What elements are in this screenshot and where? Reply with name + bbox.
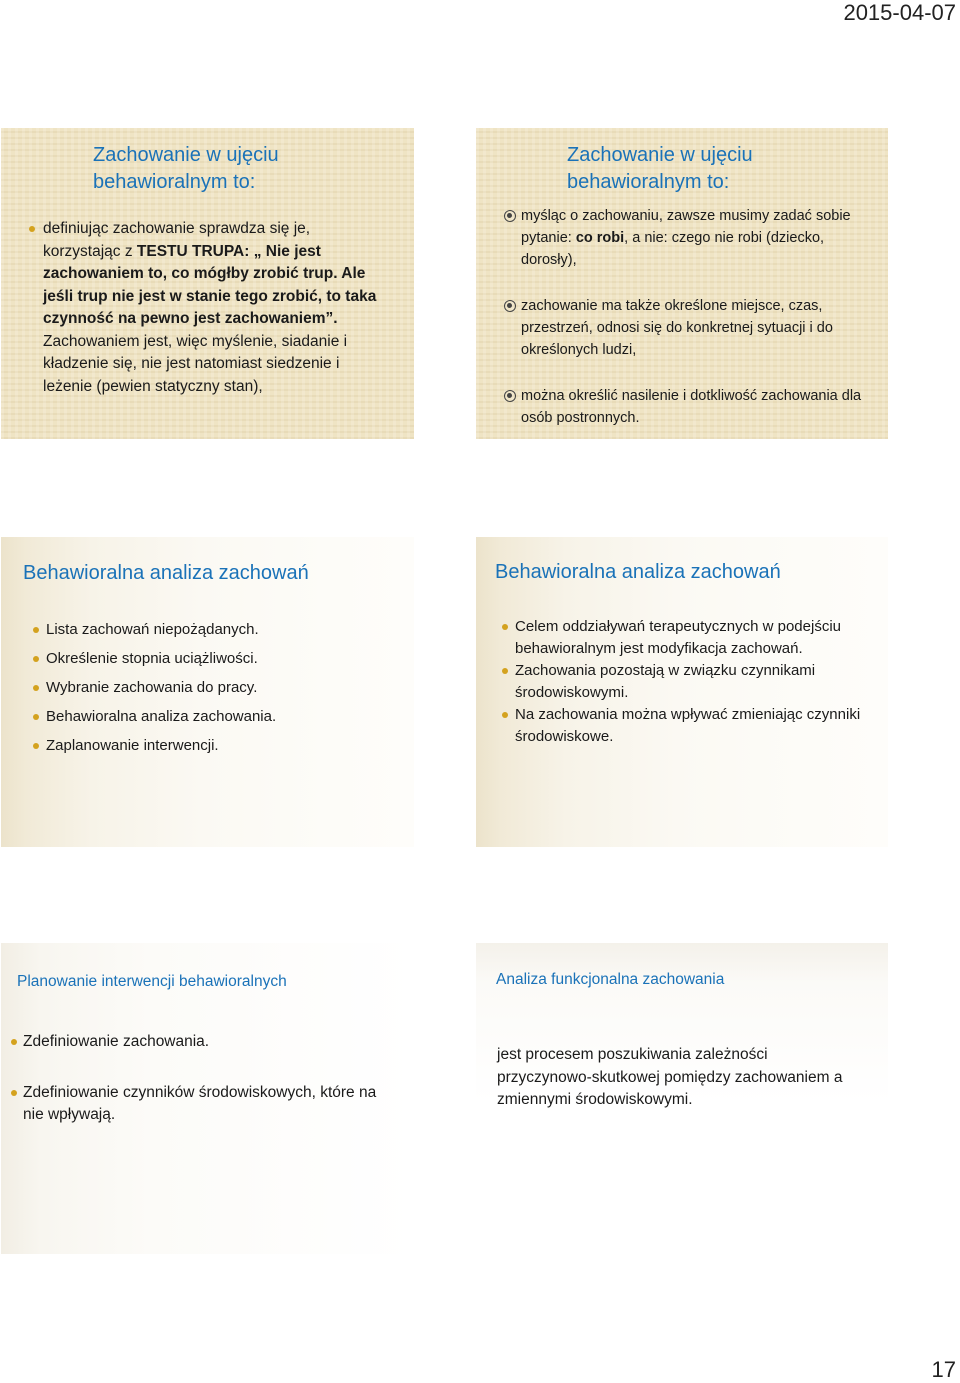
slide-4-item xyxy=(502,660,872,704)
slide-1-bullet xyxy=(29,218,389,398)
ring-bullet-icon xyxy=(504,210,516,222)
slide-2-bullet-1 xyxy=(504,205,866,271)
slide-4-item xyxy=(502,704,872,748)
slide-3-item xyxy=(33,673,393,702)
bullet-dot-icon xyxy=(11,1039,17,1045)
bullet-dot-icon xyxy=(33,743,39,749)
slide-1-title-line-2: behawioralnym to: xyxy=(93,171,256,193)
bullet-dot-icon xyxy=(33,627,39,633)
bullet-dot-icon xyxy=(33,685,39,691)
slide-2-bullet-2 xyxy=(504,295,866,361)
slide-1-bullet-list xyxy=(29,218,389,398)
page-number: 17 xyxy=(931,1357,956,1382)
slide-3-item-text: Określenie stopnia uciążliwości. xyxy=(46,650,258,667)
slide-4-bullet-list xyxy=(502,616,872,748)
slide-5-item-text: Zdefiniowanie czynników środowiskowych, które na nie wpływają. xyxy=(23,1083,377,1123)
bullet-dot-icon xyxy=(502,668,508,674)
slide-3-item-text: Behawioralna analiza zachowania. xyxy=(46,708,277,725)
slide-3-item-text: Zaplanowanie interwencji. xyxy=(46,737,219,754)
ring-bullet-icon xyxy=(504,300,516,312)
slide-6 xyxy=(476,943,888,1254)
bullet-dot-icon xyxy=(502,712,508,718)
slide-2-bullet-1-text-1: myśląc o zachowaniu, zawsze musimy zadać sobie pytanie: xyxy=(521,208,851,246)
slide-2-bullet-1-text-2: , a nie: czego nie robi (dziecko, dorosły), xyxy=(521,230,825,268)
slide-2-bullet-3-text: można określić nasilenie i dotkliwość zachowania dla osób postronnych. xyxy=(521,388,862,426)
slide-3-item xyxy=(33,731,393,760)
slide-4-item-text: Celem oddziaływań terapeutycznych w podejściu behawioralnym jest modyfikacja zachowań. xyxy=(515,618,842,657)
slide-4 xyxy=(476,537,888,847)
slide-1 xyxy=(1,128,414,439)
slide-3-item xyxy=(33,615,393,644)
slide-2-bullet-3 xyxy=(504,385,866,429)
bullet-dot-icon xyxy=(11,1090,17,1096)
slide-2 xyxy=(476,128,888,439)
slide-2-bullet-2-text: zachowanie ma także określone miejsce, czas, przestrzeń, odnosi się do konkretnej sytuacji i do określonych ludzi, xyxy=(521,298,833,358)
slide-2-bullet-1-bold: co robi xyxy=(575,230,625,246)
slide-3-item xyxy=(33,644,393,673)
bullet-dot-icon xyxy=(33,656,39,662)
slide-1-bullet-text-2: Zachowaniem jest, więc myślenie, siadanie i kładzenie się, nie jest natomiast siedzenie i leżenie (pewien statyczny stan), xyxy=(43,332,348,395)
slide-5-item xyxy=(11,1031,391,1054)
bullet-dot-icon xyxy=(33,714,39,720)
slide-6-text: jest procesem poszukiwania zależności przyczynowo-skutkowej pomiędzy zachowaniem a zmiennymi środowiskowymi. xyxy=(497,1046,843,1108)
page-date: 2015-04-07 xyxy=(843,0,956,25)
slide-1-bullet-text-1: definiując zachowanie sprawdza się je, korzystając z xyxy=(43,220,311,260)
slide-3-item xyxy=(33,702,393,731)
slide-3-item-text: Lista zachowań niepożądanych. xyxy=(46,621,259,638)
slide-1-title-line-1: Zachowanie w ujęciu xyxy=(93,144,279,166)
slide-4-item-text: Na zachowania można wpływać zmieniając czynniki środowiskowe. xyxy=(515,706,861,745)
slide-1-bullet-bold: TESTU TRUPA: „ Nie jest zachowaniem to, co mógłby zrobić trup. Ale jeśli trup nie jest w stanie tego zrobić, to taka czynność na pewno jest zachowaniem”. xyxy=(43,242,377,327)
slide-2-title-line-2: behawioralnym to: xyxy=(567,171,730,193)
slide-2-title xyxy=(567,142,753,196)
slide-5-item xyxy=(11,1082,391,1127)
bullet-dot-icon xyxy=(29,226,35,232)
slide-3-title: Behawioralna analiza zachowań xyxy=(23,562,309,584)
slide-5-title: Planowanie interwencji behawioralnych xyxy=(17,973,287,990)
slide-4-item xyxy=(502,616,872,660)
bullet-dot-icon xyxy=(502,624,508,630)
slide-6-title: Analiza funkcjonalna zachowania xyxy=(496,971,725,988)
slide-5 xyxy=(1,943,414,1254)
slide-5-bullet-list xyxy=(11,1031,391,1127)
ring-bullet-icon xyxy=(504,390,516,402)
slide-1-title xyxy=(93,142,279,196)
slide-3-item-text: Wybranie zachowania do pracy. xyxy=(46,679,258,696)
slide-2-title-line-1: Zachowanie w ujęciu xyxy=(567,144,753,166)
slide-4-item-text: Zachowania pozostają w związku czynnikami środowiskowymi. xyxy=(515,662,816,701)
slide-5-item-text: Zdefiniowanie zachowania. xyxy=(23,1033,210,1050)
slide-3-bullet-list xyxy=(33,615,393,760)
slide-2-bullet-list xyxy=(504,205,866,429)
slide-3 xyxy=(1,537,414,847)
slide-4-title: Behawioralna analiza zachowań xyxy=(495,561,781,583)
